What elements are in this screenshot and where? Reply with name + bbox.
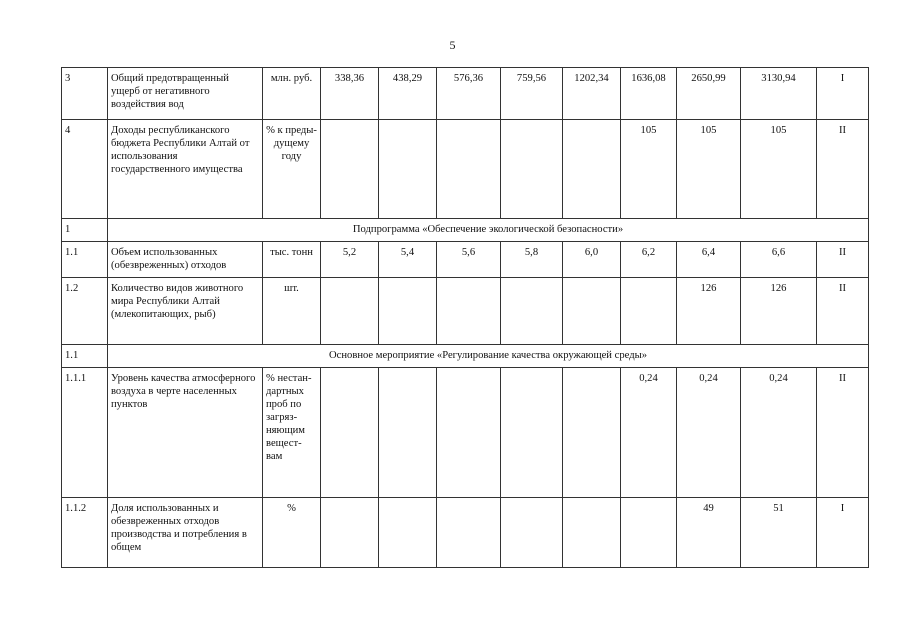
value-cell — [563, 278, 621, 345]
class-cell: II — [817, 242, 869, 278]
value-cell: 338,36 — [321, 68, 379, 120]
value-cell: 5,2 — [321, 242, 379, 278]
table-row — [62, 120, 869, 219]
value-cell — [321, 120, 379, 219]
value-cell — [621, 278, 677, 345]
value-cell — [437, 368, 501, 498]
indicator-name: Количество видов животного мира Республики Алтай (млекопитающих, рыб) — [108, 278, 263, 345]
class-cell: II — [817, 368, 869, 498]
value-cell: 438,29 — [379, 68, 437, 120]
indicator-name: Доля использованных и обезвреженных отходов производства и потребления в общем — [108, 498, 263, 568]
value-cell: 105 — [621, 120, 677, 219]
row-number: 4 — [62, 120, 108, 219]
value-cell: 126 — [677, 278, 741, 345]
value-cell — [379, 498, 437, 568]
value-cell — [437, 120, 501, 219]
value-cell: 0,24 — [741, 368, 817, 498]
unit-cell: % нестан-дартных проб по загряз-няющим вещест-вам — [263, 368, 321, 498]
value-cell: 1202,34 — [563, 68, 621, 120]
value-cell — [501, 120, 563, 219]
value-cell — [501, 498, 563, 568]
value-cell: 49 — [677, 498, 741, 568]
value-cell: 0,24 — [677, 368, 741, 498]
value-cell: 1636,08 — [621, 68, 677, 120]
indicator-name: Общий предотвращенный ущерб от негативного воздействия вод — [108, 68, 263, 120]
unit-cell: % к преды-дущему году — [263, 120, 321, 219]
value-cell: 51 — [741, 498, 817, 568]
value-cell — [501, 278, 563, 345]
section-row — [62, 219, 869, 242]
value-cell — [563, 498, 621, 568]
class-cell: II — [817, 120, 869, 219]
value-cell — [321, 278, 379, 345]
section-title: Подпрограмма «Обеспечение экологической безопасности» — [108, 219, 869, 242]
row-number: 1.1.2 — [62, 498, 108, 568]
value-cell — [379, 278, 437, 345]
value-cell — [379, 368, 437, 498]
value-cell — [563, 120, 621, 219]
table-row — [62, 278, 869, 345]
row-number: 1.1 — [62, 242, 108, 278]
value-cell: 126 — [741, 278, 817, 345]
value-cell: 759,56 — [501, 68, 563, 120]
value-cell: 5,4 — [379, 242, 437, 278]
value-cell: 6,0 — [563, 242, 621, 278]
section-title: Основное мероприятие «Регулирование качества окружающей среды» — [108, 345, 869, 368]
unit-cell: тыс. тонн — [263, 242, 321, 278]
value-cell: 576,36 — [437, 68, 501, 120]
value-cell: 5,8 — [501, 242, 563, 278]
indicator-name: Доходы республиканского бюджета Республики Алтай от использования государственного имущества — [108, 120, 263, 219]
table-row — [62, 68, 869, 120]
value-cell: 6,2 — [621, 242, 677, 278]
value-cell — [437, 278, 501, 345]
value-cell: 5,6 — [437, 242, 501, 278]
row-number: 3 — [62, 68, 108, 120]
value-cell — [321, 368, 379, 498]
value-cell — [321, 498, 379, 568]
indicator-name: Уровень качества атмосферного воздуха в черте населенных пунктов — [108, 368, 263, 498]
unit-cell: млн. руб. — [263, 68, 321, 120]
unit-cell: % — [263, 498, 321, 568]
row-number: 1.1 — [62, 345, 108, 368]
class-cell: II — [817, 278, 869, 345]
value-cell: 105 — [741, 120, 817, 219]
class-cell: I — [817, 68, 869, 120]
class-cell: I — [817, 498, 869, 568]
indicator-name: Объем использованных (обезвреженных) отходов — [108, 242, 263, 278]
value-cell: 2650,99 — [677, 68, 741, 120]
value-cell: 0,24 — [621, 368, 677, 498]
value-cell — [379, 120, 437, 219]
row-number: 1.1.1 — [62, 368, 108, 498]
value-cell: 105 — [677, 120, 741, 219]
value-cell — [501, 368, 563, 498]
value-cell: 3130,94 — [741, 68, 817, 120]
row-number: 1.2 — [62, 278, 108, 345]
row-number: 1 — [62, 219, 108, 242]
unit-cell: шт. — [263, 278, 321, 345]
page-number: 5 — [449, 38, 456, 52]
value-cell — [437, 498, 501, 568]
table-row — [62, 368, 869, 498]
value-cell — [621, 498, 677, 568]
table-row — [62, 498, 869, 568]
value-cell — [563, 368, 621, 498]
table-row — [62, 242, 869, 278]
section-row — [62, 345, 869, 368]
indicators-table — [61, 67, 869, 568]
value-cell: 6,4 — [677, 242, 741, 278]
value-cell: 6,6 — [741, 242, 817, 278]
